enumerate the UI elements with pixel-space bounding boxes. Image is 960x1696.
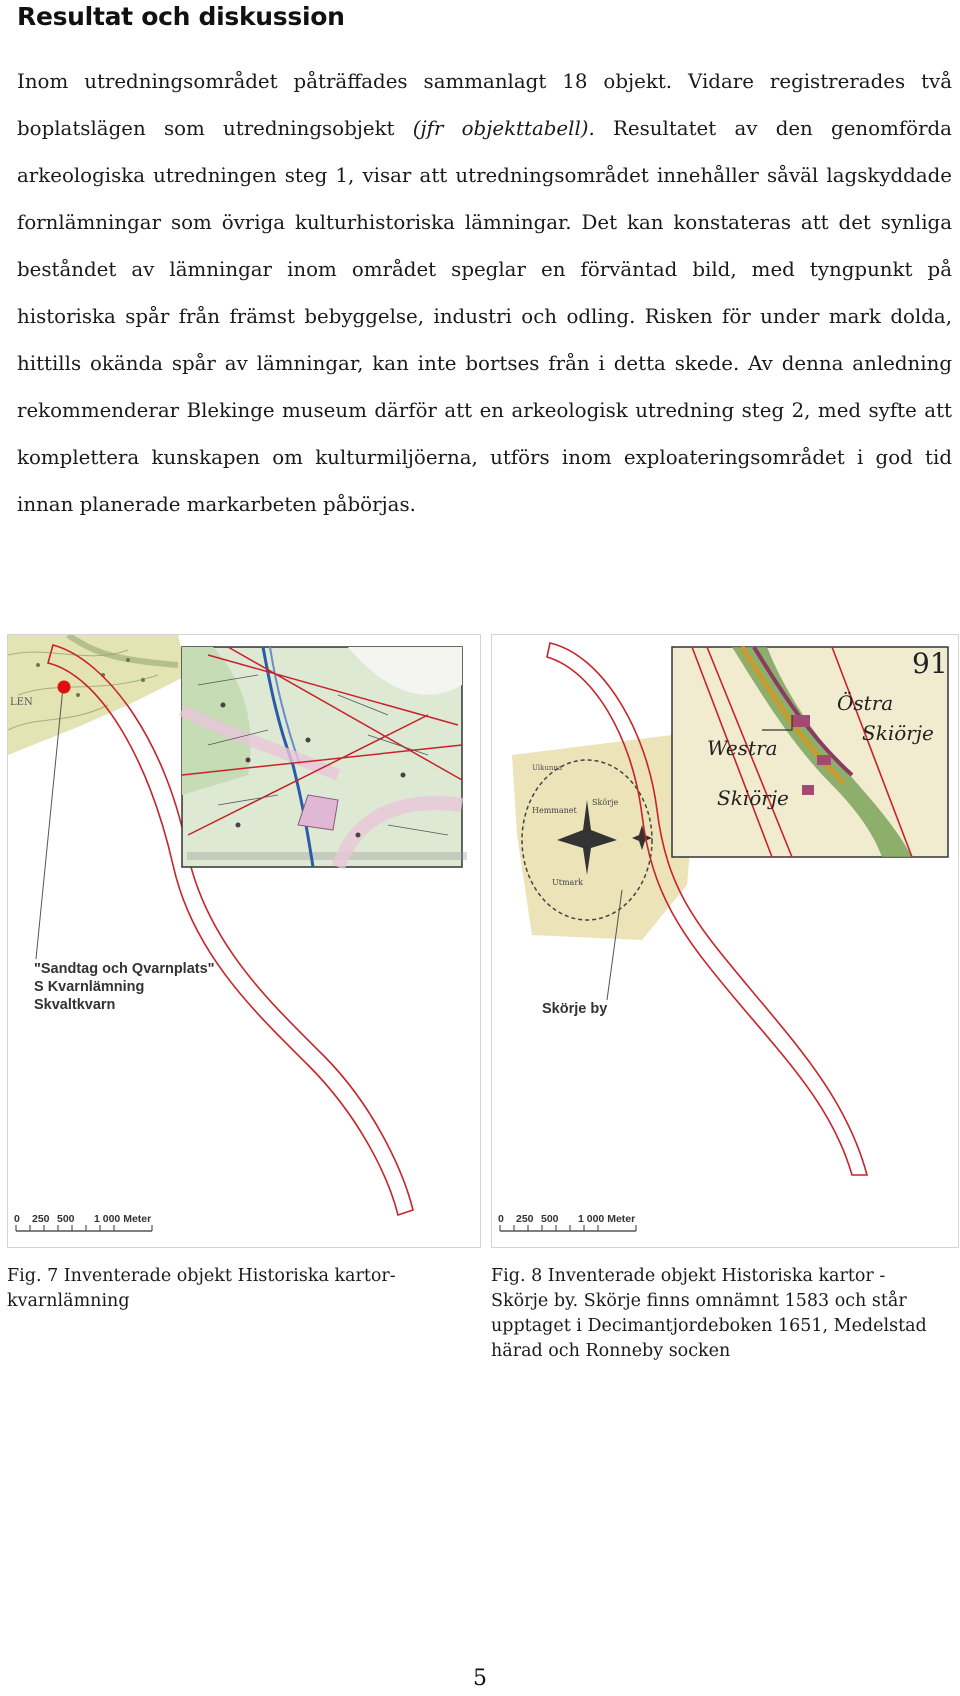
section-heading: Resultat och diskussion bbox=[17, 2, 345, 31]
svg-text:Skiörje: Skiörje bbox=[862, 721, 934, 745]
svg-text:91: 91 bbox=[912, 647, 948, 680]
figure-7-map bbox=[7, 634, 481, 1248]
label-line-2: S Kvarnlämning bbox=[34, 979, 145, 995]
marker-dot bbox=[58, 681, 71, 694]
figure-7-caption bbox=[7, 1264, 447, 1314]
svg-text:0: 0 bbox=[14, 1213, 20, 1225]
svg-text:Utmark: Utmark bbox=[552, 878, 583, 887]
svg-text:250: 250 bbox=[32, 1213, 50, 1225]
page-number: 5 bbox=[473, 1666, 487, 1691]
label-line-3: Skvaltkvarn bbox=[34, 997, 116, 1013]
svg-text:Skörje: Skörje bbox=[592, 798, 619, 807]
caption-8-line-3: upptaget i Decimantjordeboken 1651, Medelstad bbox=[491, 1316, 927, 1336]
caption-7-line-1: Fig. 7 Inventerade objekt Historiska kartor- bbox=[7, 1266, 396, 1286]
figure-8-caption bbox=[491, 1264, 951, 1364]
figure-8-graphic bbox=[492, 635, 958, 1247]
svg-text:0: 0 bbox=[498, 1213, 504, 1225]
svg-text:Östra: Östra bbox=[837, 691, 894, 715]
figure-8-label: Skörje by bbox=[542, 1001, 608, 1017]
svg-text:250: 250 bbox=[516, 1213, 534, 1225]
paragraph-reference: (jfr objekttabell). bbox=[412, 117, 595, 140]
caption-8-line-4: härad och Ronneby socken bbox=[491, 1341, 731, 1361]
svg-text:500: 500 bbox=[57, 1213, 75, 1225]
svg-text:Ulkunna: Ulkunna bbox=[532, 764, 563, 772]
label-line-1: "Sandtag och Qvarnplats" bbox=[34, 961, 215, 977]
caption-7-line-2: kvarnlämning bbox=[7, 1291, 130, 1311]
svg-text:500: 500 bbox=[541, 1213, 559, 1225]
scale-bar bbox=[498, 1213, 636, 1231]
svg-text:Skiörje: Skiörje bbox=[717, 786, 789, 810]
caption-8-line-1: Fig. 8 Inventerade objekt Historiska kartor - bbox=[491, 1266, 886, 1286]
body-paragraph bbox=[17, 58, 952, 528]
svg-text:LEN: LEN bbox=[10, 697, 33, 708]
scale-bar bbox=[14, 1213, 152, 1231]
paragraph-text-1: Inom utredningsområdet påträffades sammanlagt 18 objekt. Vidare registrerades två boplatslägen som utredningsobjekt bbox=[17, 70, 952, 140]
paragraph-text-2: Resultatet av den genomförda arkeologiska utredningen steg 1, visar att utredningsområdet innehåller såväl lagskyddade fornlämningar som övriga kulturhistoriska lämningar. Det kan konstateras att det synliga beståndet av lämningar inom området speglar en förväntad bild, med tyngpunkt på historiska spår från främst bebyggelse, industri och odling. Risken för under mark dolda, hittills okända spår av lämningar, kan inte bortses från i detta skede. Av denna anledning rekommenderar Blekinge museum därför att en arkeologisk utredning steg 2, med syfte att komplettera kunskapen om kulturmiljöerna, utförs inom exploateringsområdet i god tid innan planerade markarbeten påbörjas. bbox=[17, 117, 952, 516]
caption-8-line-2: Skörje by. Skörje finns omnämnt 1583 och står bbox=[491, 1291, 907, 1311]
figure-7-label bbox=[34, 960, 215, 1014]
figure-8-map bbox=[491, 634, 959, 1248]
figure-7-graphic bbox=[8, 635, 480, 1247]
svg-text:1 000 Meter: 1 000 Meter bbox=[578, 1213, 636, 1225]
svg-text:1 000 Meter: 1 000 Meter bbox=[94, 1213, 152, 1225]
svg-text:Hemmanet: Hemmanet bbox=[532, 806, 577, 815]
svg-text:Westra: Westra bbox=[707, 736, 778, 760]
